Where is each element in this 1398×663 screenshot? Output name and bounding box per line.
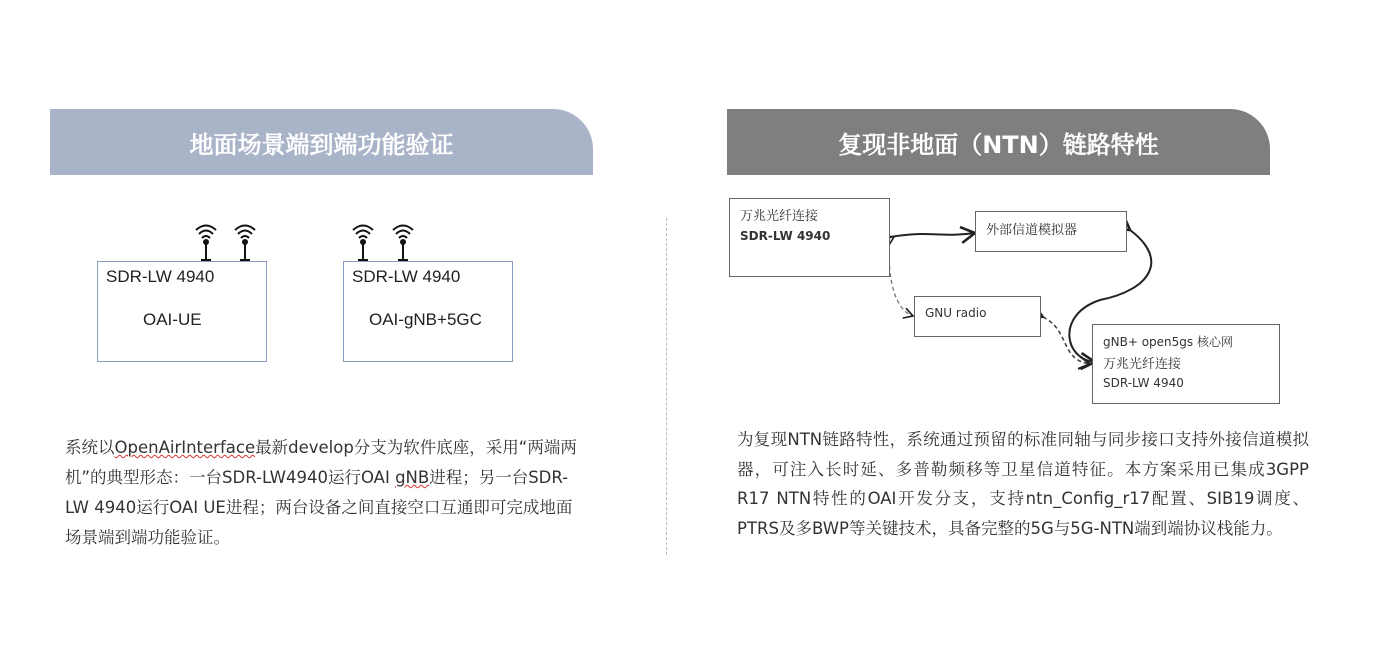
text: OpenAirInterface xyxy=(114,438,256,457)
diagram-box-gnu-radio xyxy=(914,296,1041,337)
link-arrow xyxy=(890,233,975,237)
right-section-header: 复现非地面（NTN）链路特性 xyxy=(727,109,1270,175)
text: 系统以 xyxy=(65,438,115,457)
device-role: OAI-gNB+5GC xyxy=(369,310,482,329)
label: 万兆光纤连接 xyxy=(1103,357,1182,372)
link-arrow xyxy=(889,245,913,316)
label: 万兆光纤连接 xyxy=(740,209,819,224)
diagram-box-fiber-sdr xyxy=(729,198,890,277)
diagram-box-gnb-core xyxy=(1092,324,1280,404)
text: gNB xyxy=(395,468,430,487)
right-description: 为复现NTN链路特性，系统通过预留的标准同轴与同步接口支持外接信道模拟器，可注入长时延、多普勒频移等卫星信道特征。本方案采用已集成3GPP R17 NTN特性的OAI开发分支，支持ntn_Config_r17配置、SIB19调度、PTRS及多BWP等关键技术，具备完整的5G与5G-NTN端到端协议栈能力。 xyxy=(737,430,1309,538)
label: 外部信道模拟器 xyxy=(986,223,1078,238)
device-role: OAI-UE xyxy=(143,310,202,329)
device-model: SDR-LW 4940 xyxy=(352,267,461,286)
label: SDR-LW 4940 xyxy=(740,229,831,243)
left-section-header: 地面场景端到端功能验证 xyxy=(50,109,593,175)
device-model: SDR-LW 4940 xyxy=(106,267,215,286)
label: GNU radio xyxy=(925,306,987,320)
diagram-box-channel-simulator xyxy=(975,211,1127,252)
link-arrow xyxy=(1043,317,1090,364)
label: SDR-LW 4940 xyxy=(1103,376,1184,390)
label: gNB+ open5gs 核心网 xyxy=(1103,335,1233,349)
text: 最新develop分支为软件底座，采用“两端两机”的典型形态：一台SDR-LW4940运行OAI xyxy=(65,438,577,487)
text: 进程；另一台SDR-LW 4940运行OAI UE进程；两台设备之间直接空口互通即可完成地面场景端到端功能验证。 xyxy=(65,468,573,547)
